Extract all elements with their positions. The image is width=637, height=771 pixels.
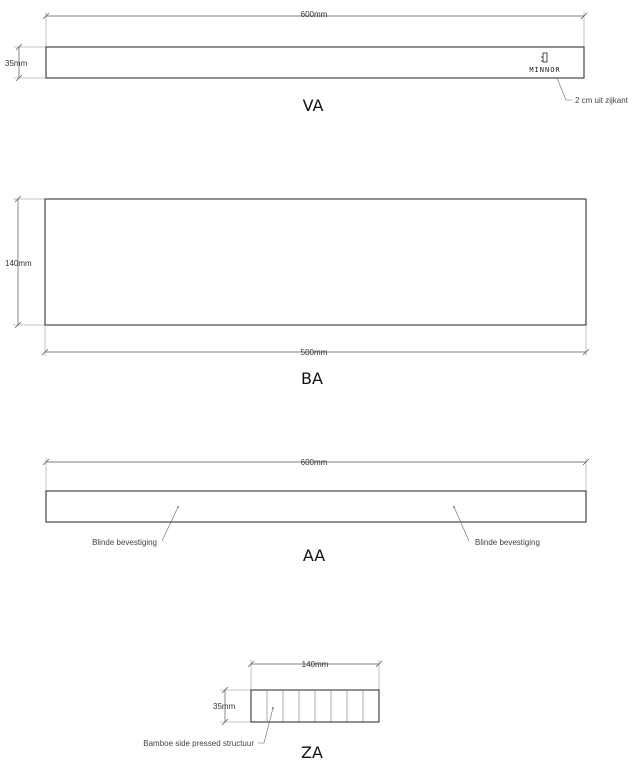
- ba-panel: [45, 199, 586, 325]
- za-structure-note: Bamboe side pressed structuur: [143, 739, 254, 748]
- view-va: [5, 10, 629, 115]
- view-ba: [5, 196, 589, 388]
- view-za: [143, 660, 382, 762]
- va-logo-leader: [557, 78, 572, 100]
- view-aa: [43, 458, 589, 565]
- aa-left-leader-dot: [177, 506, 179, 508]
- ba-width-label: 500mm: [300, 348, 328, 357]
- za-height-label: 35mm: [213, 702, 236, 711]
- aa-left-note: Blinde bevestiging: [92, 538, 157, 547]
- ba-view-title: BA: [301, 369, 323, 388]
- aa-right-note: Blinde bevestiging: [475, 538, 540, 547]
- ba-height-label: 140mm: [5, 259, 32, 268]
- aa-panel: [46, 491, 586, 522]
- va-height-label: 35mm: [5, 59, 28, 68]
- za-width-label: 140mm: [301, 660, 329, 669]
- va-panel: [46, 47, 584, 78]
- va-view-title: VA: [302, 96, 324, 115]
- aa-width-label: 600mm: [300, 458, 328, 467]
- aa-right-leader-dot: [453, 506, 455, 508]
- za-view-title: ZA: [301, 743, 323, 762]
- za-structure-leader-dot: [272, 707, 274, 709]
- va-logo-note: 2 cm uit zijkant: [575, 96, 628, 105]
- aa-view-title: AA: [302, 546, 326, 565]
- va-logo-text: MINNOR: [529, 66, 561, 74]
- va-width-label: 600mm: [300, 10, 328, 19]
